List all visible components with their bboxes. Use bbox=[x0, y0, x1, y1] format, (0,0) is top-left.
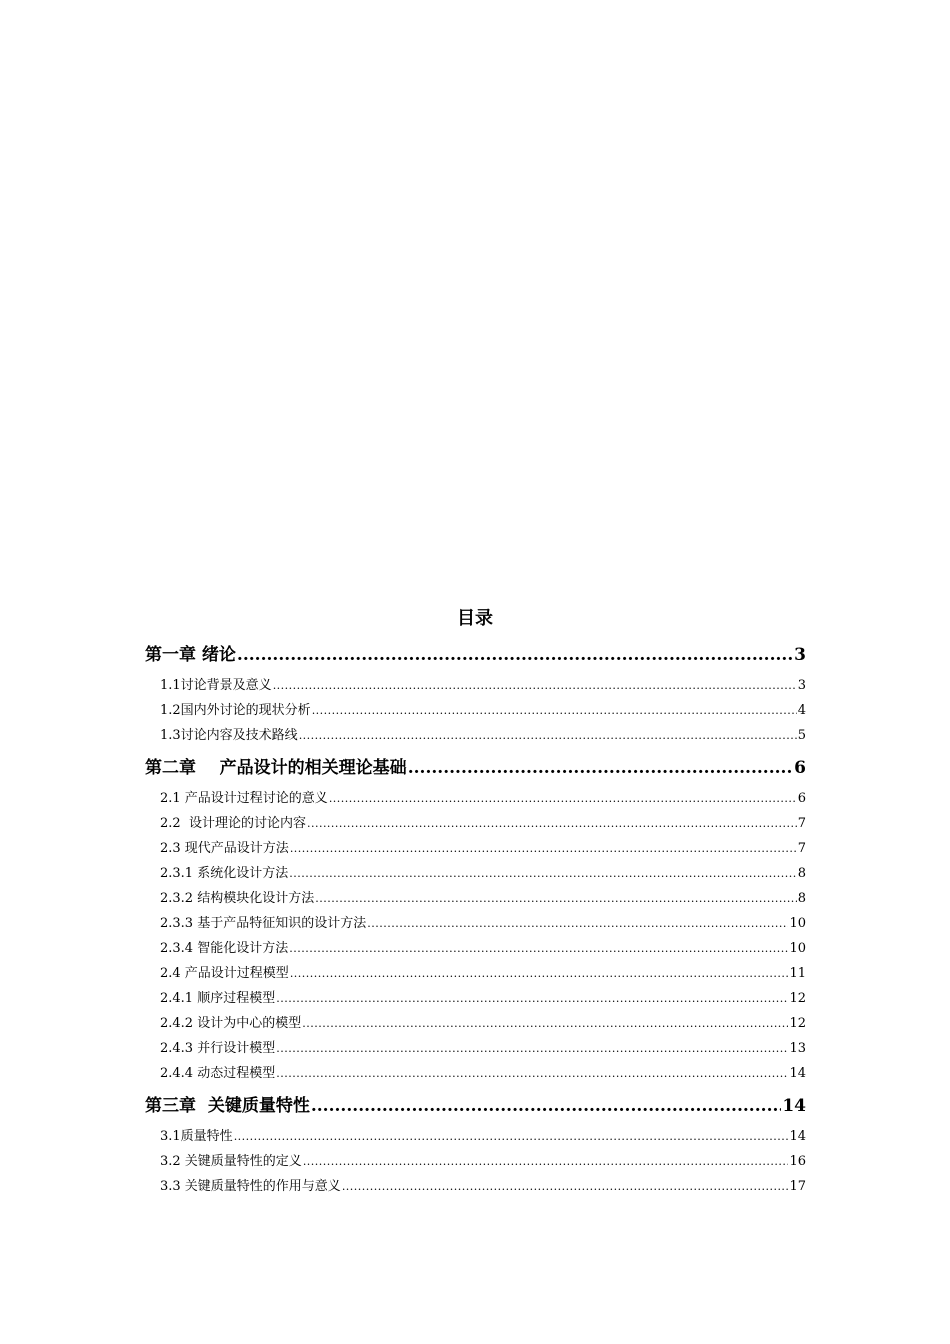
section-label: 2.3 现代产品设计方法 bbox=[160, 841, 289, 856]
chapter-label: 第二章 产品设计的相关理论基础 bbox=[145, 758, 407, 778]
toc-section-2-3-3[interactable] bbox=[145, 911, 806, 936]
toc-section-1-2[interactable] bbox=[145, 698, 806, 723]
dot-leader bbox=[315, 886, 797, 911]
page-number: 12 bbox=[789, 991, 806, 1006]
dot-leader bbox=[289, 936, 788, 961]
page-number: 4 bbox=[797, 703, 806, 718]
toc-section-2-3-2[interactable] bbox=[145, 886, 806, 911]
section-label: 1.1讨论背景及意义 bbox=[160, 678, 272, 693]
dot-leader bbox=[342, 1174, 789, 1199]
dot-leader bbox=[307, 811, 797, 836]
dot-leader bbox=[237, 640, 793, 670]
dot-leader bbox=[289, 861, 797, 886]
page-number: 7 bbox=[797, 841, 806, 856]
toc-section-2-3-4[interactable] bbox=[145, 936, 806, 961]
dot-leader bbox=[408, 753, 793, 783]
table-of-contents bbox=[145, 640, 806, 1199]
dot-leader bbox=[311, 1091, 781, 1121]
toc-chapter-2[interactable] bbox=[145, 753, 806, 783]
page-number: 5 bbox=[797, 728, 806, 743]
page-number: 16 bbox=[789, 1154, 806, 1169]
toc-section-2-3-1[interactable] bbox=[145, 861, 806, 886]
dot-leader bbox=[290, 961, 789, 986]
page-number: 17 bbox=[789, 1179, 806, 1194]
section-label: 2.4.1 顺序过程模型 bbox=[160, 991, 276, 1006]
page-number: 12 bbox=[789, 1016, 806, 1031]
section-label: 2.4 产品设计过程模型 bbox=[160, 966, 289, 981]
section-label: 2.3.3 基于产品特征知识的设计方法 bbox=[160, 916, 367, 931]
toc-section-1-3[interactable] bbox=[145, 723, 806, 748]
toc-title: 目录 bbox=[457, 608, 493, 629]
section-label: 1.2国内外讨论的现状分析 bbox=[160, 703, 311, 718]
dot-leader bbox=[276, 986, 788, 1011]
toc-section-2-3[interactable] bbox=[145, 836, 806, 861]
dot-leader bbox=[329, 786, 797, 811]
dot-leader bbox=[312, 698, 797, 723]
section-label: 2.4.2 设计为中心的模型 bbox=[160, 1016, 302, 1031]
section-label: 3.3 关键质量特性的作用与意义 bbox=[160, 1179, 341, 1194]
section-label: 2.4.3 并行设计模型 bbox=[160, 1041, 276, 1056]
page-number: 6 bbox=[794, 758, 806, 778]
page-number: 14 bbox=[782, 1096, 806, 1116]
dot-leader bbox=[303, 1149, 789, 1174]
toc-section-1-1[interactable] bbox=[145, 673, 806, 698]
toc-section-2-4-1[interactable] bbox=[145, 986, 806, 1011]
dot-leader bbox=[276, 1061, 788, 1086]
dot-leader bbox=[234, 1124, 789, 1149]
chapter-label: 第一章 绪论 bbox=[145, 645, 236, 665]
section-label: 2.3.4 智能化设计方法 bbox=[160, 941, 289, 956]
toc-section-2-1[interactable] bbox=[145, 786, 806, 811]
toc-section-2-4-2[interactable] bbox=[145, 1011, 806, 1036]
section-label: 3.1质量特性 bbox=[160, 1129, 233, 1144]
section-label: 2.3.1 系统化设计方法 bbox=[160, 866, 289, 881]
section-label: 2.2 设计理论的讨论内容 bbox=[160, 816, 306, 831]
toc-chapter-3[interactable] bbox=[145, 1091, 806, 1121]
toc-section-2-2[interactable] bbox=[145, 811, 806, 836]
page-number: 6 bbox=[797, 791, 806, 806]
dot-leader bbox=[290, 836, 797, 861]
section-label: 1.3讨论内容及技术路线 bbox=[160, 728, 298, 743]
toc-section-3-1[interactable] bbox=[145, 1124, 806, 1149]
toc-chapter-1[interactable] bbox=[145, 640, 806, 670]
dot-leader bbox=[273, 673, 797, 698]
chapter-label: 第三章 关键质量特性 bbox=[145, 1096, 310, 1116]
page-number: 3 bbox=[794, 645, 806, 665]
page-number: 10 bbox=[789, 941, 806, 956]
toc-section-3-2[interactable] bbox=[145, 1149, 806, 1174]
section-label: 3.2 关键质量特性的定义 bbox=[160, 1154, 302, 1169]
toc-section-2-4-4[interactable] bbox=[145, 1061, 806, 1086]
page-number: 14 bbox=[789, 1066, 806, 1081]
page-number: 7 bbox=[797, 816, 806, 831]
section-label: 2.4.4 动态过程模型 bbox=[160, 1066, 276, 1081]
page-number: 13 bbox=[789, 1041, 806, 1056]
dot-leader bbox=[276, 1036, 788, 1061]
dot-leader bbox=[367, 911, 788, 936]
page-number: 10 bbox=[789, 916, 806, 931]
section-label: 2.1 产品设计过程讨论的意义 bbox=[160, 791, 328, 806]
page-number: 3 bbox=[797, 678, 806, 693]
page-number: 8 bbox=[797, 891, 806, 906]
toc-section-3-3[interactable] bbox=[145, 1174, 806, 1199]
page-number: 14 bbox=[789, 1129, 806, 1144]
page-number: 8 bbox=[797, 866, 806, 881]
dot-leader bbox=[299, 723, 797, 748]
section-label: 2.3.2 结构模块化设计方法 bbox=[160, 891, 315, 906]
dot-leader bbox=[302, 1011, 788, 1036]
page-number: 11 bbox=[789, 966, 806, 981]
toc-section-2-4-3[interactable] bbox=[145, 1036, 806, 1061]
toc-section-2-4[interactable] bbox=[145, 961, 806, 986]
